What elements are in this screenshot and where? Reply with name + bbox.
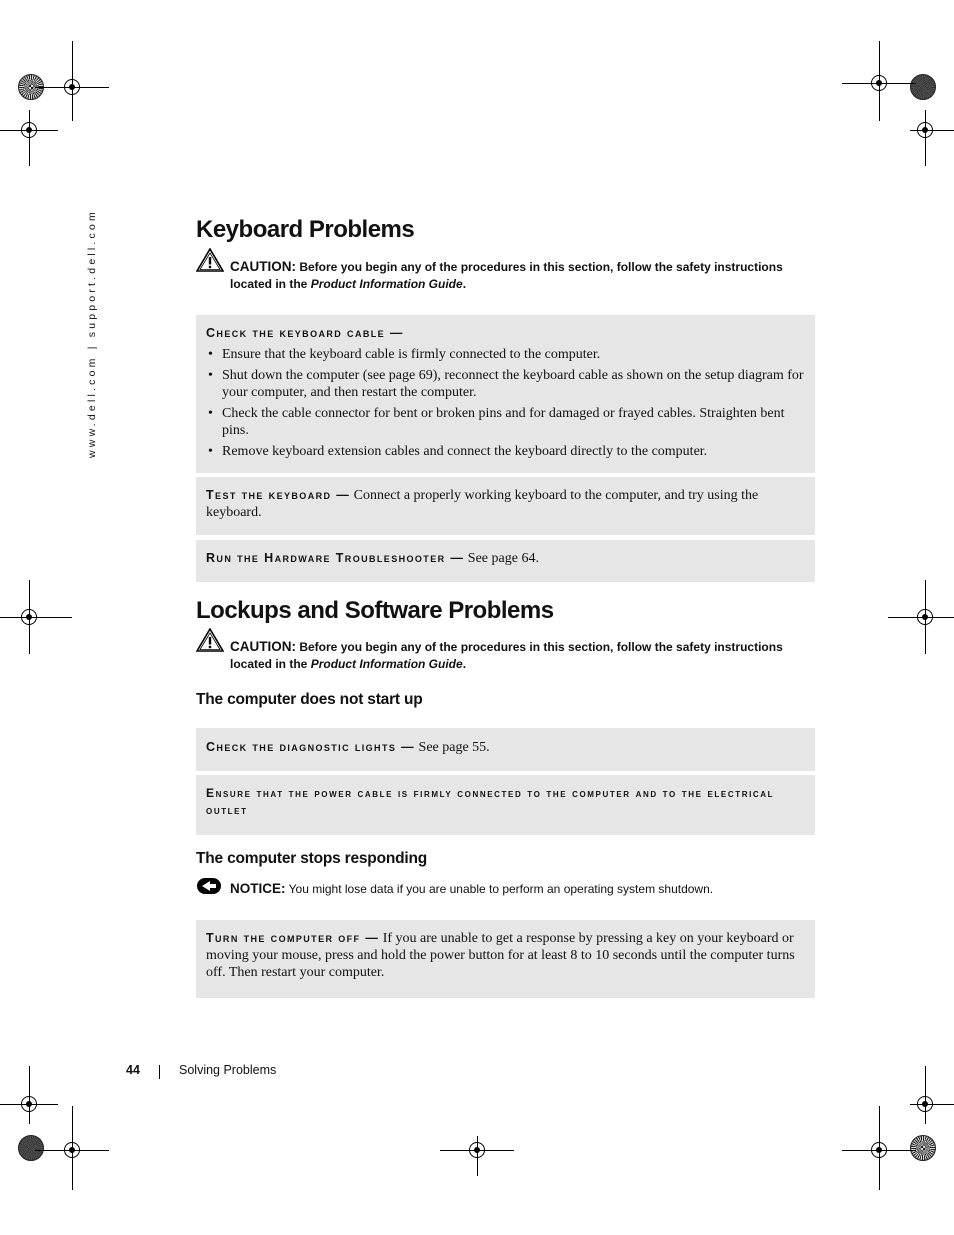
warning-triangle-icon: [196, 248, 224, 272]
caution-text: Before you begin any of the procedures in this section, follow the safety instructions located in the: [230, 640, 783, 671]
print-star-icon: [910, 74, 936, 100]
check-keyboard-cable-box: [196, 315, 815, 473]
check-keyboard-cable-list: [206, 346, 805, 460]
caution-text: Before you begin any of the procedures in this section, follow the safety instructions located in the: [230, 260, 783, 291]
footer-divider: [159, 1065, 160, 1079]
notice-label: NOTICE:: [230, 881, 286, 896]
caution-end: .: [462, 277, 467, 291]
turn-computer-off-text: If you are unable to get a response by pressing a key on your keyboard or moving your mouse, press and hold the power button for at least 8 to 10 seconds until the computer turns off. Then restart your computer.: [206, 931, 795, 980]
list-item: • Ensure that the keyboard cable is firmly connected to the computer.: [222, 346, 805, 363]
caution-label: CAUTION:: [230, 639, 296, 654]
list-item: • Shut down the computer (see page 69), reconnect the keyboard cable as shown on the setup diagram for your computer, and then restart the computer.: [222, 367, 805, 401]
check-diagnostic-lights-heading: Check the diagnostic lights —: [206, 740, 416, 754]
warning-triangle-icon: [196, 628, 224, 652]
subsection-title-no-start: The computer does not start up: [196, 691, 423, 708]
check-diagnostic-lights-box: [196, 728, 815, 771]
section-title-lockups: Lockups and Software Problems: [196, 597, 554, 624]
turn-computer-off-box: [196, 920, 815, 998]
print-star-icon: [910, 1135, 936, 1161]
test-keyboard-box: [196, 477, 815, 535]
run-troubleshooter-text: See page 64.: [467, 551, 539, 566]
check-keyboard-cable-heading: Check the keyboard cable —: [206, 326, 404, 340]
check-diagnostic-lights-text: See page 55.: [418, 740, 490, 755]
caution-keyboard: [196, 258, 796, 293]
caution-end: .: [462, 657, 467, 671]
subsection-title-stops: The computer stops responding: [196, 850, 428, 867]
section-title-keyboard: Keyboard Problems: [196, 216, 415, 243]
caution-guide-title: Product Information Guide: [310, 277, 463, 291]
test-keyboard-heading: Test the keyboard —: [206, 488, 351, 502]
caution-guide-title: Product Information Guide: [310, 657, 463, 671]
ensure-power-heading: Ensure that the power cable is firmly connected to the computer and to the electrical outlet: [206, 786, 775, 817]
turn-computer-off-heading: Turn the computer off —: [206, 931, 380, 945]
list-item: • Check the cable connector for bent or broken pins and for damaged or frayed cables. Straighten bent pins.: [222, 405, 805, 439]
notice-stops: [196, 880, 796, 898]
ensure-power-box: [196, 775, 815, 835]
page-number: 44: [126, 1063, 140, 1077]
run-troubleshooter-box: [196, 540, 815, 582]
sidebar-url: www.dell.com | support.dell.com: [86, 209, 98, 458]
caution-lockups: [196, 638, 796, 673]
page-footer: [126, 1063, 277, 1077]
test-keyboard-text: Connect a properly working keyboard to the computer, and try using the keyboard.: [206, 488, 759, 520]
chapter-title: Solving Problems: [179, 1063, 277, 1077]
notice-hand-icon: [196, 876, 222, 896]
caution-label: CAUTION:: [230, 259, 296, 274]
print-star-icon: [18, 1135, 44, 1161]
run-troubleshooter-heading: Run the Hardware Troubleshooter —: [206, 551, 465, 565]
list-item: • Remove keyboard extension cables and connect the keyboard directly to the computer.: [222, 443, 805, 460]
notice-text: You might lose data if you are unable to perform an operating system shutdown.: [288, 882, 714, 896]
